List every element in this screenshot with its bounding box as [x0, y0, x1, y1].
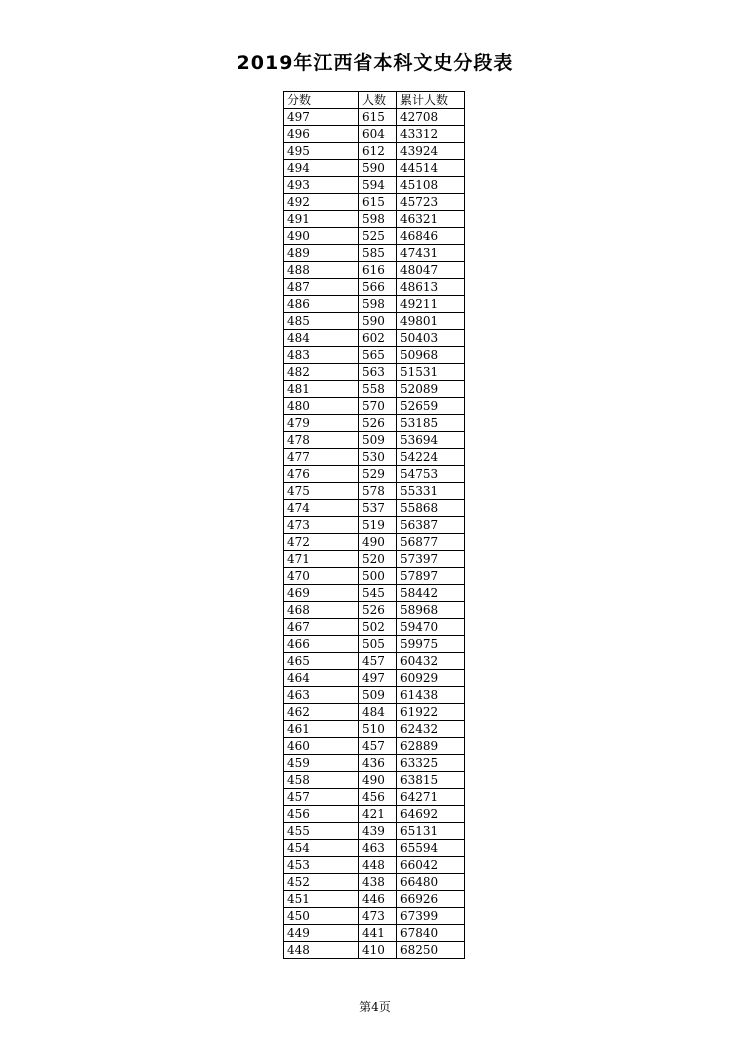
score-cell: 464: [284, 670, 359, 687]
cumulative-cell: 50403: [397, 330, 465, 347]
score-cell: 477: [284, 449, 359, 466]
cumulative-cell: 59975: [397, 636, 465, 653]
score-cell: 448: [284, 942, 359, 959]
score-cell: 488: [284, 262, 359, 279]
count-cell: 598: [359, 211, 397, 228]
cumulative-cell: 47431: [397, 245, 465, 262]
table-row: [284, 636, 465, 653]
count-cell: 537: [359, 500, 397, 517]
score-cell: 479: [284, 415, 359, 432]
table-row: [284, 228, 465, 245]
score-cell: 482: [284, 364, 359, 381]
table-row: [284, 330, 465, 347]
cumulative-cell: 42708: [397, 109, 465, 126]
table-row: [284, 534, 465, 551]
cumulative-cell: 61438: [397, 687, 465, 704]
count-cell: 457: [359, 653, 397, 670]
header-count: 人数: [359, 92, 397, 109]
count-cell: 602: [359, 330, 397, 347]
score-cell: 453: [284, 857, 359, 874]
count-cell: 497: [359, 670, 397, 687]
cumulative-cell: 51531: [397, 364, 465, 381]
cumulative-cell: 48613: [397, 279, 465, 296]
score-cell: 462: [284, 704, 359, 721]
cumulative-cell: 56877: [397, 534, 465, 551]
count-cell: 526: [359, 602, 397, 619]
cumulative-cell: 43312: [397, 126, 465, 143]
table-row: [284, 415, 465, 432]
count-cell: 421: [359, 806, 397, 823]
count-cell: 505: [359, 636, 397, 653]
count-cell: 525: [359, 228, 397, 245]
table-row: [284, 823, 465, 840]
table-row: [284, 772, 465, 789]
table-row: [284, 449, 465, 466]
cumulative-cell: 48047: [397, 262, 465, 279]
table-row: [284, 687, 465, 704]
table-row: [284, 296, 465, 313]
table-row: [284, 704, 465, 721]
count-cell: 565: [359, 347, 397, 364]
table-row: [284, 313, 465, 330]
cumulative-cell: 65594: [397, 840, 465, 857]
table-row: [284, 194, 465, 211]
count-cell: 446: [359, 891, 397, 908]
score-cell: 472: [284, 534, 359, 551]
score-cell: 473: [284, 517, 359, 534]
table-body: [284, 109, 465, 959]
count-cell: 438: [359, 874, 397, 891]
cumulative-cell: 66480: [397, 874, 465, 891]
score-cell: 491: [284, 211, 359, 228]
score-cell: 460: [284, 738, 359, 755]
score-cell: 487: [284, 279, 359, 296]
count-cell: 509: [359, 432, 397, 449]
table-row: [284, 857, 465, 874]
cumulative-cell: 66926: [397, 891, 465, 908]
cumulative-cell: 54224: [397, 449, 465, 466]
count-cell: 436: [359, 755, 397, 772]
table-row: [284, 925, 465, 942]
score-cell: 449: [284, 925, 359, 942]
cumulative-cell: 63325: [397, 755, 465, 772]
score-cell: 461: [284, 721, 359, 738]
count-cell: 448: [359, 857, 397, 874]
table-row: [284, 347, 465, 364]
cumulative-cell: 64692: [397, 806, 465, 823]
score-cell: 475: [284, 483, 359, 500]
cumulative-cell: 59470: [397, 619, 465, 636]
table-row: [284, 942, 465, 959]
table-row: [284, 551, 465, 568]
count-cell: 439: [359, 823, 397, 840]
table-row: [284, 160, 465, 177]
table-row: [284, 398, 465, 415]
cumulative-cell: 68250: [397, 942, 465, 959]
cumulative-cell: 49211: [397, 296, 465, 313]
score-distribution-table: [283, 91, 465, 959]
table-row: [284, 755, 465, 772]
table-row: [284, 143, 465, 160]
count-cell: 520: [359, 551, 397, 568]
count-cell: 530: [359, 449, 397, 466]
cumulative-cell: 54753: [397, 466, 465, 483]
cumulative-cell: 46846: [397, 228, 465, 245]
cumulative-cell: 43924: [397, 143, 465, 160]
cumulative-cell: 52089: [397, 381, 465, 398]
table-row: [284, 568, 465, 585]
count-cell: 510: [359, 721, 397, 738]
table-row: [284, 670, 465, 687]
count-cell: 594: [359, 177, 397, 194]
cumulative-cell: 67840: [397, 925, 465, 942]
count-cell: 473: [359, 908, 397, 925]
table-row: [284, 908, 465, 925]
score-cell: 481: [284, 381, 359, 398]
count-cell: 570: [359, 398, 397, 415]
table-row: [284, 602, 465, 619]
count-cell: 545: [359, 585, 397, 602]
score-cell: 456: [284, 806, 359, 823]
table-row: [284, 381, 465, 398]
table-row: [284, 653, 465, 670]
table-row: [284, 262, 465, 279]
score-cell: 469: [284, 585, 359, 602]
cumulative-cell: 55331: [397, 483, 465, 500]
header-cumulative: 累计人数: [397, 92, 465, 109]
cumulative-cell: 60929: [397, 670, 465, 687]
count-cell: 578: [359, 483, 397, 500]
count-cell: 490: [359, 534, 397, 551]
cumulative-cell: 67399: [397, 908, 465, 925]
score-cell: 493: [284, 177, 359, 194]
score-cell: 454: [284, 840, 359, 857]
score-cell: 457: [284, 789, 359, 806]
count-cell: 590: [359, 160, 397, 177]
score-cell: 492: [284, 194, 359, 211]
cumulative-cell: 66042: [397, 857, 465, 874]
score-cell: 463: [284, 687, 359, 704]
count-cell: 558: [359, 381, 397, 398]
cumulative-cell: 46321: [397, 211, 465, 228]
score-cell: 480: [284, 398, 359, 415]
cumulative-cell: 62889: [397, 738, 465, 755]
count-cell: 410: [359, 942, 397, 959]
count-cell: 615: [359, 194, 397, 211]
table-row: [284, 789, 465, 806]
score-cell: 490: [284, 228, 359, 245]
cumulative-cell: 45108: [397, 177, 465, 194]
count-cell: 463: [359, 840, 397, 857]
score-cell: 474: [284, 500, 359, 517]
score-cell: 450: [284, 908, 359, 925]
count-cell: 490: [359, 772, 397, 789]
cumulative-cell: 50968: [397, 347, 465, 364]
table-row: [284, 211, 465, 228]
score-cell: 470: [284, 568, 359, 585]
table-row: [284, 874, 465, 891]
score-cell: 451: [284, 891, 359, 908]
count-cell: 566: [359, 279, 397, 296]
cumulative-cell: 56387: [397, 517, 465, 534]
table-row: [284, 500, 465, 517]
table-row: [284, 245, 465, 262]
score-cell: 495: [284, 143, 359, 160]
count-cell: 604: [359, 126, 397, 143]
count-cell: 526: [359, 415, 397, 432]
count-cell: 612: [359, 143, 397, 160]
cumulative-cell: 53185: [397, 415, 465, 432]
score-cell: 465: [284, 653, 359, 670]
cumulative-cell: 64271: [397, 789, 465, 806]
count-cell: 441: [359, 925, 397, 942]
count-cell: 500: [359, 568, 397, 585]
table-row: [284, 806, 465, 823]
score-cell: 455: [284, 823, 359, 840]
count-cell: 598: [359, 296, 397, 313]
table-row: [284, 891, 465, 908]
cumulative-cell: 57397: [397, 551, 465, 568]
score-cell: 471: [284, 551, 359, 568]
score-cell: 452: [284, 874, 359, 891]
count-cell: 509: [359, 687, 397, 704]
table-row: [284, 738, 465, 755]
cumulative-cell: 60432: [397, 653, 465, 670]
page-title: 2019年江西省本科文史分段表: [236, 52, 514, 74]
count-cell: 615: [359, 109, 397, 126]
cumulative-cell: 45723: [397, 194, 465, 211]
table-row: [284, 585, 465, 602]
count-cell: 519: [359, 517, 397, 534]
cumulative-cell: 58442: [397, 585, 465, 602]
table-row: [284, 840, 465, 857]
count-cell: 457: [359, 738, 397, 755]
score-cell: 489: [284, 245, 359, 262]
score-cell: 467: [284, 619, 359, 636]
score-cell: 468: [284, 602, 359, 619]
count-cell: 563: [359, 364, 397, 381]
count-cell: 484: [359, 704, 397, 721]
score-cell: 483: [284, 347, 359, 364]
cumulative-cell: 62432: [397, 721, 465, 738]
count-cell: 456: [359, 789, 397, 806]
table-row: [284, 109, 465, 126]
count-cell: 616: [359, 262, 397, 279]
score-cell: 466: [284, 636, 359, 653]
cumulative-cell: 58968: [397, 602, 465, 619]
table-row: [284, 466, 465, 483]
cumulative-cell: 52659: [397, 398, 465, 415]
table-row: [284, 279, 465, 296]
count-cell: 529: [359, 466, 397, 483]
cumulative-cell: 53694: [397, 432, 465, 449]
cumulative-cell: 57897: [397, 568, 465, 585]
table-row: [284, 483, 465, 500]
score-cell: 497: [284, 109, 359, 126]
table-row: [284, 517, 465, 534]
count-cell: 590: [359, 313, 397, 330]
table-row: [284, 126, 465, 143]
table-row: [284, 619, 465, 636]
score-cell: 496: [284, 126, 359, 143]
score-cell: 494: [284, 160, 359, 177]
table-row: [284, 721, 465, 738]
score-cell: 476: [284, 466, 359, 483]
cumulative-cell: 55868: [397, 500, 465, 517]
header-score: 分数: [284, 92, 359, 109]
score-cell: 484: [284, 330, 359, 347]
score-cell: 458: [284, 772, 359, 789]
table-header-row: [284, 92, 465, 109]
count-cell: 585: [359, 245, 397, 262]
cumulative-cell: 65131: [397, 823, 465, 840]
cumulative-cell: 44514: [397, 160, 465, 177]
table-row: [284, 364, 465, 381]
table-row: [284, 432, 465, 449]
score-cell: 478: [284, 432, 359, 449]
score-cell: 485: [284, 313, 359, 330]
table-row: [284, 177, 465, 194]
score-cell: 486: [284, 296, 359, 313]
cumulative-cell: 63815: [397, 772, 465, 789]
page-number: 第4页: [359, 1000, 391, 1014]
count-cell: 502: [359, 619, 397, 636]
cumulative-cell: 49801: [397, 313, 465, 330]
cumulative-cell: 61922: [397, 704, 465, 721]
score-cell: 459: [284, 755, 359, 772]
